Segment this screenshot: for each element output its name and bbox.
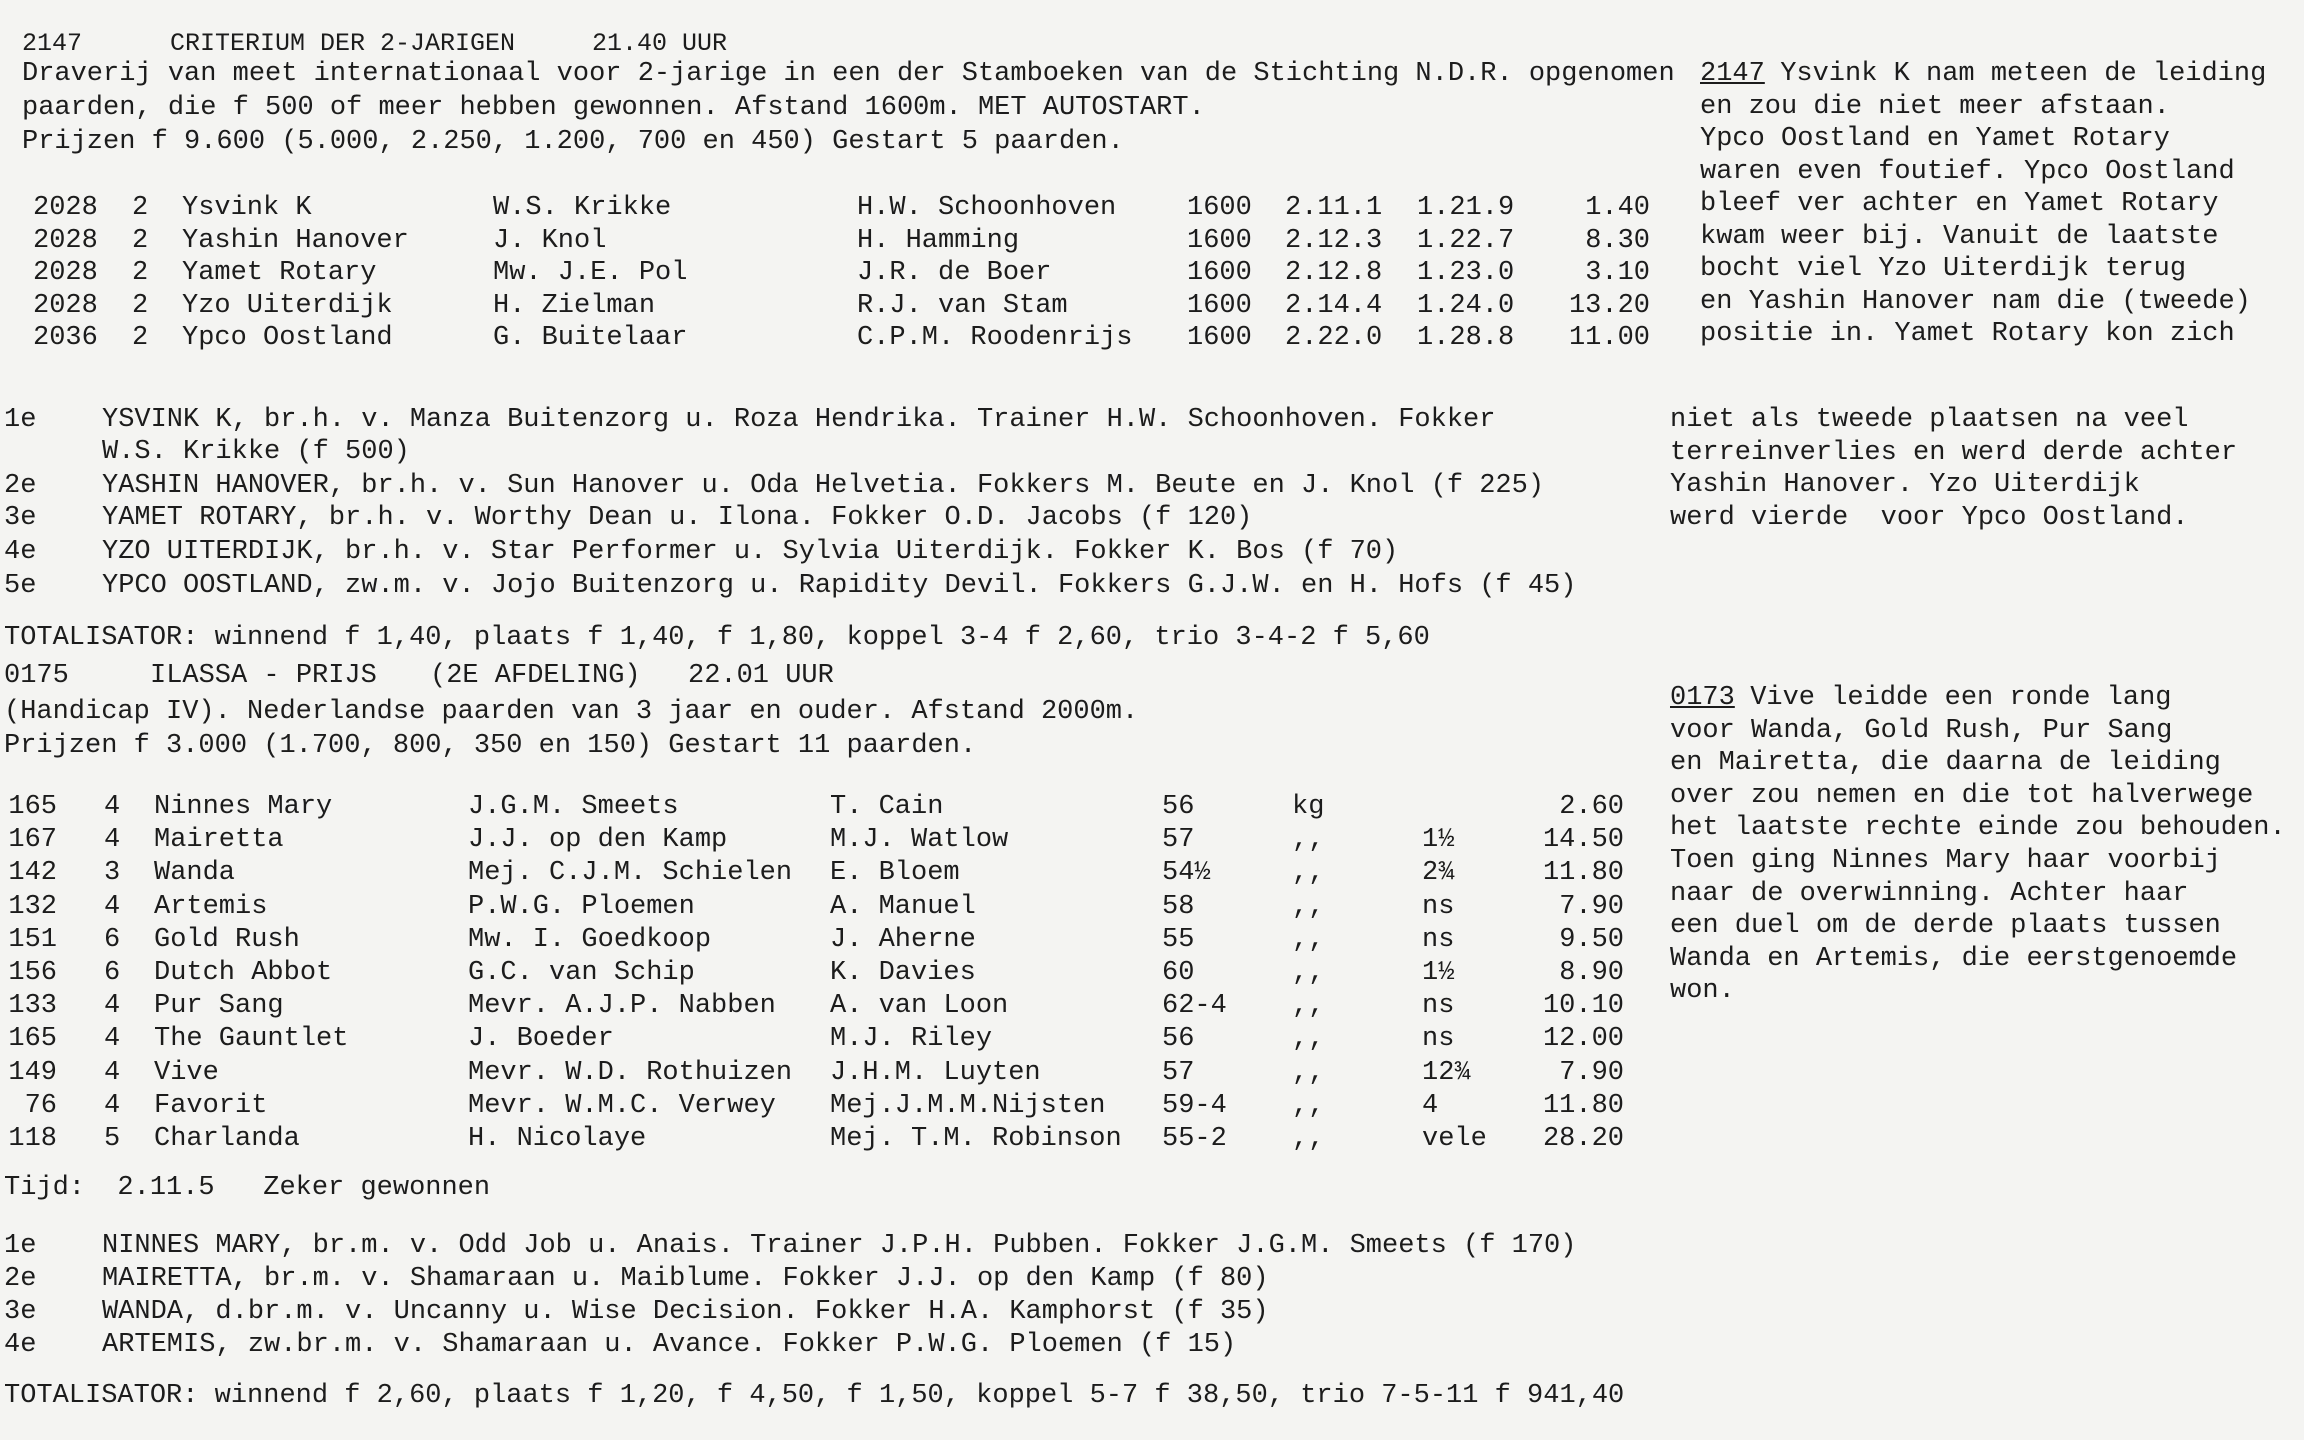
cell-age: 6: [104, 924, 121, 955]
cell-odds: 10.10: [1542, 991, 1624, 1022]
cell-age: 4: [104, 1057, 121, 1088]
pedigree-text: MAIRETTA, br.m. v. Shamaraan u. Maiblume. Fokker J.J. op den Kamp (f 80): [102, 1264, 1269, 1294]
cell-weight: 60: [1162, 958, 1195, 988]
pedigree-text: YSVINK K, br.h. v. Manza Buitenzorg u. Roza Hendrika. Trainer H.W. Schoonhoven. Fokker: [102, 405, 1496, 435]
cell-odds: 7.90: [1559, 891, 1624, 922]
cell-margin: ns: [1422, 891, 1455, 922]
owner-name: G.C. van Schip: [468, 958, 695, 988]
pedigree-text: NINNES MARY, br.m. v. Odd Job u. Anais. Trainer J.P.H. Pubben. Fokker J.G.M. Smeets (f 170): [102, 1231, 1577, 1261]
commentary-line: niet als tweede plaatsen na veel: [1670, 405, 2189, 435]
driver-name: J. Knol: [493, 225, 607, 256]
cell-weight: 56: [1162, 792, 1195, 822]
cell-age: 2: [132, 225, 149, 256]
trainer-name: H.W. Schoonhoven: [857, 193, 1117, 223]
placing-label: 2e: [4, 1264, 37, 1294]
cell-weight-unit: ,,: [1292, 958, 1325, 988]
owner-name: P.W.G. Ploemen: [468, 891, 695, 922]
race2-desc-line: Prijzen f 3.000 (1.700, 800, 350 en 150) Gestart 11 paarden.: [4, 731, 977, 761]
cell-weight-unit: ,,: [1292, 924, 1325, 955]
cell-prev: 156: [8, 958, 57, 988]
cell-odds: 9.50: [1559, 924, 1624, 955]
cell-km-time: 1.28.8: [1417, 323, 1515, 353]
cell-distance: 1600: [1187, 193, 1252, 223]
cell-age: 4: [104, 991, 121, 1022]
horse-name: Ypco Oostland: [182, 323, 393, 353]
race1-code: 2147: [22, 29, 83, 58]
horse-name: Pur Sang: [154, 991, 284, 1022]
race1-time: 21.40 UUR: [592, 29, 728, 58]
race2-commentary-code: 0173: [1670, 683, 1735, 713]
cell-age: 2: [132, 290, 149, 321]
jockey-name: J. Aherne: [830, 924, 976, 955]
commentary-line: Wanda en Artemis, die eerstgenoemde: [1670, 943, 2238, 974]
placing-label: 3e: [4, 503, 37, 533]
cell-odds: 3.10: [1585, 258, 1650, 288]
commentary-line: het laatste rechte einde zou behouden.: [1670, 813, 2286, 844]
race1-title: CRITERIUM DER 2-JARIGEN: [170, 29, 516, 58]
cell-weight: 62-4: [1162, 991, 1227, 1022]
cell-prev: 167: [8, 825, 57, 856]
cell-odds: 13.20: [1568, 290, 1650, 321]
pedigree-text: YPCO OOSTLAND, zw.m. v. Jojo Buitenzorg u. Rapidity Devil. Fokkers G.J.W. en H. Hofs (f 45): [102, 571, 1577, 601]
cell-distance: 1600: [1187, 290, 1252, 321]
placing-label: 1e: [4, 1231, 37, 1261]
horse-name: Vive: [154, 1057, 219, 1088]
commentary-line: won.: [1670, 976, 1735, 1007]
commentary-line: terreinverlies en werd derde achter: [1670, 437, 2238, 468]
commentary-line: naar de overwinning. Achter haar: [1670, 878, 2189, 909]
cell-weight: 54½: [1162, 858, 1211, 889]
driver-name: H. Zielman: [493, 290, 656, 321]
horse-name: The Gauntlet: [154, 1024, 349, 1055]
jockey-name: J.H.M. Luyten: [830, 1057, 1041, 1088]
horse-name: Gold Rush: [154, 924, 300, 955]
cell-prev: 2028: [33, 258, 98, 288]
cell-prev: 149: [8, 1057, 57, 1088]
cell-race-time: 2.11.1: [1285, 193, 1383, 223]
cell-age: 4: [104, 1024, 121, 1055]
cell-weight: 59-4: [1162, 1090, 1227, 1121]
cell-age: 2: [132, 323, 149, 353]
commentary-line: kwam weer bij. Vanuit de laatste: [1700, 221, 2219, 252]
jockey-name: A. Manuel: [830, 891, 976, 922]
owner-name: J.G.M. Smeets: [468, 792, 679, 822]
race1-desc-line: Prijzen f 9.600 (5.000, 2.250, 1.200, 700 en 450) Gestart 5 paarden.: [22, 127, 1124, 157]
cell-prev: 165: [8, 1024, 57, 1055]
commentary-line: en Yashin Hanover nam die (tweede): [1700, 286, 2251, 317]
race1-commentary-code: 2147: [1700, 59, 1765, 89]
cell-km-time: 1.24.0: [1417, 290, 1515, 321]
cell-prev: 165: [8, 792, 57, 822]
cell-prev: 118: [8, 1124, 57, 1154]
cell-weight-unit: ,,: [1292, 1024, 1325, 1055]
cell-odds: 28.20: [1542, 1124, 1624, 1154]
commentary-line: Ysvink K nam meteen de leiding: [1764, 59, 2267, 89]
owner-name: H. Nicolaye: [468, 1124, 647, 1154]
horse-name: Favorit: [154, 1090, 268, 1121]
commentary-line: positie in. Yamet Rotary kon zich: [1700, 319, 2235, 349]
cell-distance: 1600: [1187, 225, 1252, 256]
race1-desc-line: Draverij van meet internationaal voor 2-jarige in een der Stamboeken van de Stichting N.D.R. opgenomen: [22, 59, 1675, 89]
pedigree-text: YASHIN HANOVER, br.h. v. Sun Hanover u. Oda Helvetia. Fokkers M. Beute en J. Knol (f 225): [102, 471, 1545, 501]
placing-label: 1e: [4, 405, 37, 435]
driver-name: W.S. Krikke: [493, 193, 672, 223]
horse-name: Wanda: [154, 858, 236, 889]
commentary-line: een duel om de derde plaats tussen: [1670, 911, 2221, 942]
cell-weight-unit: ,,: [1292, 1124, 1325, 1154]
trainer-name: H. Hamming: [857, 225, 1020, 256]
horse-name: Yashin Hanover: [182, 225, 409, 256]
pedigree-text: ARTEMIS, zw.br.m. v. Shamaraan u. Avance. Fokker P.W.G. Ploemen (f 15): [102, 1330, 1237, 1360]
cell-weight: 56: [1162, 1024, 1195, 1055]
cell-odds: 11.00: [1568, 323, 1650, 353]
commentary-line: voor Wanda, Gold Rush, Pur Sang: [1670, 715, 2173, 746]
cell-weight-unit: ,,: [1292, 1057, 1325, 1088]
jockey-name: Mej. T.M. Robinson: [830, 1124, 1122, 1154]
owner-name: Mevr. W.D. Rothuizen: [468, 1057, 793, 1088]
cell-prev: 151: [8, 924, 57, 955]
cell-odds: 14.50: [1542, 825, 1624, 856]
driver-name: Mw. J.E. Pol: [493, 258, 688, 288]
horse-name: Yamet Rotary: [182, 258, 377, 288]
cell-age: 3: [104, 858, 121, 889]
cell-weight: 55: [1162, 924, 1195, 955]
commentary-line: werd vierde voor Ypco Oostland.: [1670, 502, 2189, 533]
horse-name: Artemis: [154, 891, 268, 922]
cell-race-time: 2.14.4: [1285, 290, 1383, 321]
cell-race-time: 2.12.3: [1285, 225, 1383, 256]
cell-margin: ns: [1422, 991, 1455, 1022]
jockey-name: M.J. Watlow: [830, 825, 1009, 856]
jockey-name: A. van Loon: [830, 991, 1009, 1022]
cell-age: 6: [104, 958, 121, 988]
jockey-name: K. Davies: [830, 958, 976, 988]
cell-margin: 4: [1422, 1090, 1439, 1121]
jockey-name: M.J. Riley: [830, 1024, 993, 1055]
cell-km-time: 1.23.0: [1417, 258, 1515, 288]
owner-name: Mevr. A.J.P. Nabben: [468, 991, 776, 1022]
cell-prev: 2028: [33, 193, 98, 223]
pedigree-text: W.S. Krikke (f 500): [102, 437, 410, 467]
cell-odds: 7.90: [1559, 1057, 1624, 1088]
horse-name: Ysvink K: [182, 193, 312, 223]
cell-prev: 132: [8, 891, 57, 922]
jockey-name: T. Cain: [830, 792, 944, 822]
placing-label: 3e: [4, 1297, 37, 1327]
owner-name: J. Boeder: [468, 1024, 614, 1055]
horse-name: Charlanda: [154, 1124, 300, 1154]
horse-name: Mairetta: [154, 825, 284, 856]
trainer-name: J.R. de Boer: [857, 258, 1052, 288]
owner-name: J.J. op den Kamp: [468, 825, 728, 856]
race2-title: ILASSA - PRIJS: [150, 661, 377, 691]
cell-odds: 8.30: [1585, 225, 1650, 256]
cell-age: 5: [104, 1124, 121, 1154]
cell-odds: 11.80: [1542, 858, 1624, 889]
cell-prev: 2036: [33, 323, 98, 353]
commentary-line: en zou die niet meer afstaan.: [1700, 91, 2170, 122]
pedigree-text: WANDA, d.br.m. v. Uncanny u. Wise Decision. Fokker H.A. Kamphorst (f 35): [102, 1297, 1269, 1327]
cell-weight: 57: [1162, 825, 1195, 856]
cell-weight-unit: ,,: [1292, 1090, 1325, 1121]
placing-label: 2e: [4, 471, 37, 501]
jockey-name: E. Bloem: [830, 858, 960, 889]
cell-distance: 1600: [1187, 258, 1252, 288]
cell-weight-unit: ,,: [1292, 991, 1325, 1022]
owner-name: Mevr. W.M.C. Verwey: [468, 1090, 776, 1121]
cell-age: 4: [104, 891, 121, 922]
cell-weight: 57: [1162, 1057, 1195, 1088]
race1-desc-line: paarden, die f 500 of meer hebben gewonnen. Afstand 1600m. MET AUTOSTART.: [22, 93, 1205, 123]
cell-age: 2: [132, 258, 149, 288]
cell-odds: 12.00: [1542, 1024, 1624, 1055]
pedigree-text: YZO UITERDIJK, br.h. v. Star Performer u. Sylvia Uiterdijk. Fokker K. Bos (f 70): [102, 537, 1399, 567]
race2-time: 22.01 UUR: [688, 661, 834, 691]
cell-km-time: 1.21.9: [1417, 193, 1515, 223]
horse-name: Ninnes Mary: [154, 792, 333, 822]
cell-race-time: 2.22.0: [1285, 323, 1383, 353]
trainer-name: C.P.M. Roodenrijs: [857, 323, 1133, 353]
cell-prev: 142: [8, 858, 57, 889]
commentary-line: waren even foutief. Ypco Oostland: [1700, 156, 2235, 187]
cell-margin: 1½: [1422, 825, 1455, 856]
race2-totalisator: TOTALISATOR: winnend f 2,60, plaats f 1,20, f 4,50, f 1,50, koppel 5-7 f 38,50, trio 7-5-11 f 941,40: [4, 1381, 1625, 1411]
race2-desc-line: (Handicap IV). Nederlandse paarden van 3 jaar en ouder. Afstand 2000m.: [4, 697, 1139, 727]
jockey-name: Mej.J.M.M.Nijsten: [830, 1090, 1106, 1121]
owner-name: Mej. C.J.M. Schielen: [468, 858, 793, 889]
cell-weight-unit: ,,: [1292, 858, 1325, 889]
cell-odds: 11.80: [1542, 1090, 1624, 1121]
cell-weight-unit: kg: [1292, 792, 1325, 822]
cell-weight: 55-2: [1162, 1124, 1227, 1154]
placing-label: 5e: [4, 571, 37, 601]
cell-km-time: 1.22.7: [1417, 225, 1515, 256]
race2-tijd: Tijd: 2.11.5 Zeker gewonnen: [4, 1173, 491, 1203]
cell-margin: 12¾: [1422, 1057, 1471, 1088]
race2-code: 0175: [4, 661, 69, 691]
cell-prev: 76: [24, 1090, 57, 1121]
cell-prev: 133: [8, 991, 57, 1022]
cell-weight: 58: [1162, 891, 1195, 922]
cell-prev: 2028: [33, 290, 98, 321]
cell-weight-unit: ,,: [1292, 825, 1325, 856]
cell-weight-unit: ,,: [1292, 891, 1325, 922]
commentary-line: Ypco Oostland en Yamet Rotary: [1700, 124, 2170, 154]
commentary-line: over zou nemen en die tot halverwege: [1670, 780, 2254, 811]
cell-age: 2: [132, 193, 149, 223]
cell-odds: 1.40: [1585, 193, 1650, 223]
cell-margin: 2¾: [1422, 858, 1455, 889]
driver-name: G. Buitelaar: [493, 323, 688, 353]
placing-label: 4e: [4, 537, 37, 567]
cell-odds: 8.90: [1559, 958, 1624, 988]
commentary-line: bocht viel Yzo Uiterdijk terug: [1700, 254, 2187, 284]
cell-distance: 1600: [1187, 323, 1252, 353]
cell-prev: 2028: [33, 225, 98, 256]
cell-margin: vele: [1422, 1124, 1487, 1154]
cell-age: 4: [104, 825, 121, 856]
cell-margin: ns: [1422, 924, 1455, 955]
cell-age: 4: [104, 792, 121, 822]
cell-odds: 2.60: [1559, 792, 1624, 822]
commentary-line: en Mairetta, die daarna de leiding: [1670, 748, 2221, 779]
placing-label: 4e: [4, 1330, 37, 1360]
commentary-line: Yashin Hanover. Yzo Uiterdijk: [1670, 470, 2140, 500]
cell-margin: 1½: [1422, 958, 1455, 988]
commentary-line: Vive leidde een ronde lang: [1734, 683, 2172, 713]
cell-age: 4: [104, 1090, 121, 1121]
pedigree-text: YAMET ROTARY, br.h. v. Worthy Dean u. Ilona. Fokker O.D. Jacobs (f 120): [102, 503, 1253, 533]
horse-name: Yzo Uiterdijk: [182, 290, 393, 321]
race1-totalisator: TOTALISATOR: winnend f 1,40, plaats f 1,40, f 1,80, koppel 3-4 f 2,60, trio 3-4-2 f 5,60: [4, 623, 1430, 653]
horse-name: Dutch Abbot: [154, 958, 333, 988]
trainer-name: R.J. van Stam: [857, 290, 1068, 321]
commentary-line: bleef ver achter en Yamet Rotary: [1700, 189, 2219, 219]
commentary-line: Toen ging Ninnes Mary haar voorbij: [1670, 846, 2221, 876]
owner-name: Mw. I. Goedkoop: [468, 924, 712, 955]
cell-margin: ns: [1422, 1024, 1455, 1055]
cell-race-time: 2.12.8: [1285, 258, 1383, 288]
race2-division: (2E AFDELING): [430, 661, 641, 691]
